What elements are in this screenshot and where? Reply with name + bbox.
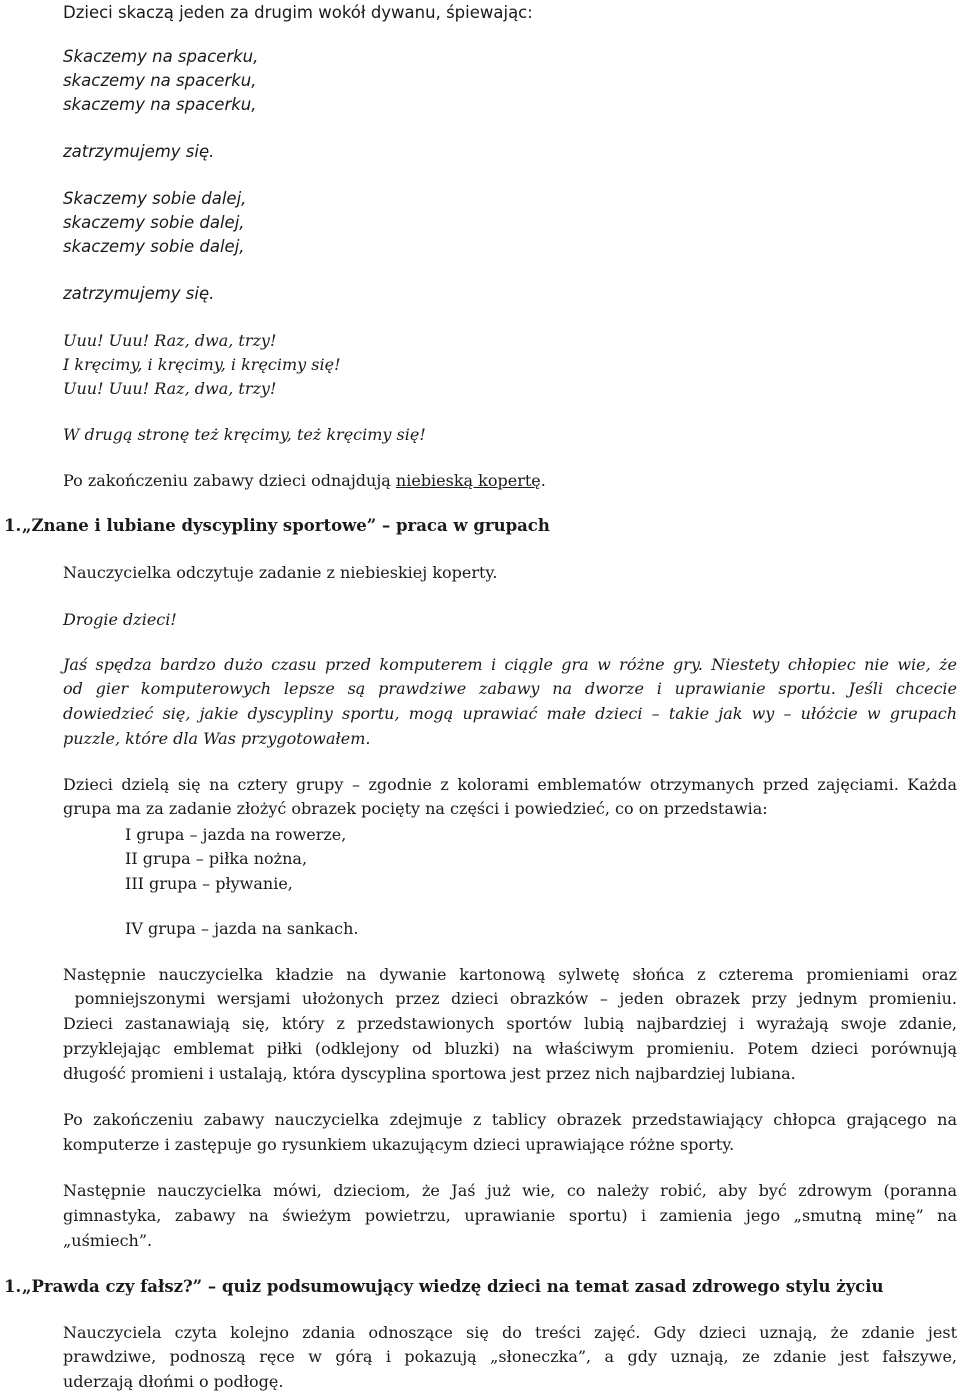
quiz-line: prawdziwe, podnoszą ręce w górą i pokazują „słoneczka”, a gdy uznają, ze zdanie jest fałszywe, — [63, 1347, 957, 1366]
letter-line: puzzle, które dla Was przygotowałem. — [63, 729, 371, 748]
jas-knows-line: gimnastyka, zabawy na świeżym powietrzu, uprawianie sportu) i zamienia jego „smutną minę” na — [63, 1206, 957, 1225]
song-line: skaczemy na spacerku, — [63, 95, 257, 114]
song-line: zatrzymujemy się. — [63, 284, 215, 303]
blue-envelope-link[interactable]: niebieską kopertę — [395, 471, 541, 490]
letter-line: dowiedzieć się, jakie dyscypliny sportu, mogą uprawiać małe dzieci – takie jak wy – ułóżcie w grupach — [63, 704, 957, 723]
song-line: Skaczemy na spacerku, — [63, 47, 259, 66]
group-item: IV grupa – jazda na sankach. — [125, 919, 359, 938]
groups-intro-line: Dzieci dzielą się na cztery grupy – zgodnie z kolorami emblematów otrzymanych przed zajęciami. Każda — [63, 775, 957, 794]
group-item: III grupa – pływanie, — [125, 874, 293, 893]
section-heading: „Znane i lubiane dyscypliny sportowe” – praca w grupach — [22, 516, 550, 535]
letter-line: Jaś spędza bardzo dużo czasu przed komputerem i ciągle gra w różne gry. Niestety chłopiec nie wie, że — [63, 655, 957, 674]
after-game-line: Po zakończeniu zabawy nauczycielka zdejmuje z tablicy obrazek przedstawiający chłopca grającego na — [63, 1110, 957, 1129]
group-item: I grupa – jazda na rowerze, — [125, 825, 347, 844]
song-line: Uuu! Uuu! Raz, dwa, trzy! — [63, 331, 277, 350]
after-song-text — [63, 470, 546, 492]
section-number: 1. — [4, 1277, 22, 1296]
quiz-line: Nauczyciela czyta kolejno zdania odnoszące się do treści zajęć. Gdy dzieci uznają, że zdanie jest — [63, 1323, 957, 1342]
song-line: I kręcimy, i kręcimy, i kręcimy się! — [63, 355, 341, 374]
section-heading: „Prawda czy fałsz?” – quiz podsumowujący wiedzę dzieci na temat zasad zdrowego stylu życiu — [22, 1277, 884, 1296]
song-line: W drugą stronę też kręcimy, też kręcimy się! — [63, 425, 426, 444]
song-line: skaczemy na spacerku, — [63, 71, 257, 90]
song-line: Skaczemy sobie dalej, — [63, 189, 247, 208]
sun-paragraph-line: Dzieci zastanawiają się, który z przedstawionych sportów lubią najbardziej i wyrażają swoje zdanie, — [63, 1014, 957, 1033]
song-line: skaczemy sobie dalej, — [63, 237, 245, 256]
jas-knows-line: „uśmiech”. — [63, 1231, 153, 1250]
quiz-line: uderzają dłońmi o podłogę. — [63, 1372, 284, 1391]
jas-knows-line: Następnie nauczycielka mówi, dzieciom, że Jaś już wie, co należy robić, aby być zdrowym (poranna — [63, 1181, 957, 1200]
group-item: II grupa – piłka nożna, — [125, 849, 308, 868]
sun-paragraph-line: pomniejszonymi wersjami ułożonych przez dzieci obrazków – jeden obrazek przy jednym promieniu. — [63, 989, 957, 1008]
teacher-reads-text: Nauczycielka odczytuje zadanie z niebieskiej koperty. — [63, 563, 498, 582]
sun-paragraph-line: przyklejając emblemat piłki (odklejony od bluzki) na właściwym promieniu. Potem dzieci porównują — [63, 1039, 957, 1058]
after-song-period: . — [540, 471, 546, 490]
letter-line: od gier komputerowych lepsze są prawdziwe zabawy na dworze i uprawianie sportu. Jeśli chcecie — [63, 679, 957, 698]
intro-text: Dzieci skaczą jeden za drugim wokół dywanu, śpiewając: — [63, 3, 533, 22]
song-line: skaczemy sobie dalej, — [63, 213, 245, 232]
letter-greeting: Drogie dzieci! — [63, 610, 177, 629]
sun-paragraph-line: Następnie nauczycielka kładzie na dywanie kartonową sylwetę słońca z czterema promieniami oraz — [63, 965, 957, 984]
section-number: 1. — [4, 516, 22, 535]
sun-paragraph-line: długość promieni i ustalają, która dyscyplina sportowa jest przez nich najbardziej lubiana. — [63, 1064, 796, 1083]
groups-intro-line: grupa ma za zadanie złożyć obrazek pocięty na części i powiedzieć, co on przedstawia: — [63, 799, 768, 818]
song-line: zatrzymujemy się. — [63, 142, 215, 161]
after-song-body: Po zakończeniu zabawy dzieci odnajdują — [63, 471, 396, 490]
song-line: Uuu! Uuu! Raz, dwa, trzy! — [63, 379, 277, 398]
after-game-line: komputerze i zastępuje go rysunkiem ukazującym dzieci uprawiające różne sporty. — [63, 1135, 735, 1154]
